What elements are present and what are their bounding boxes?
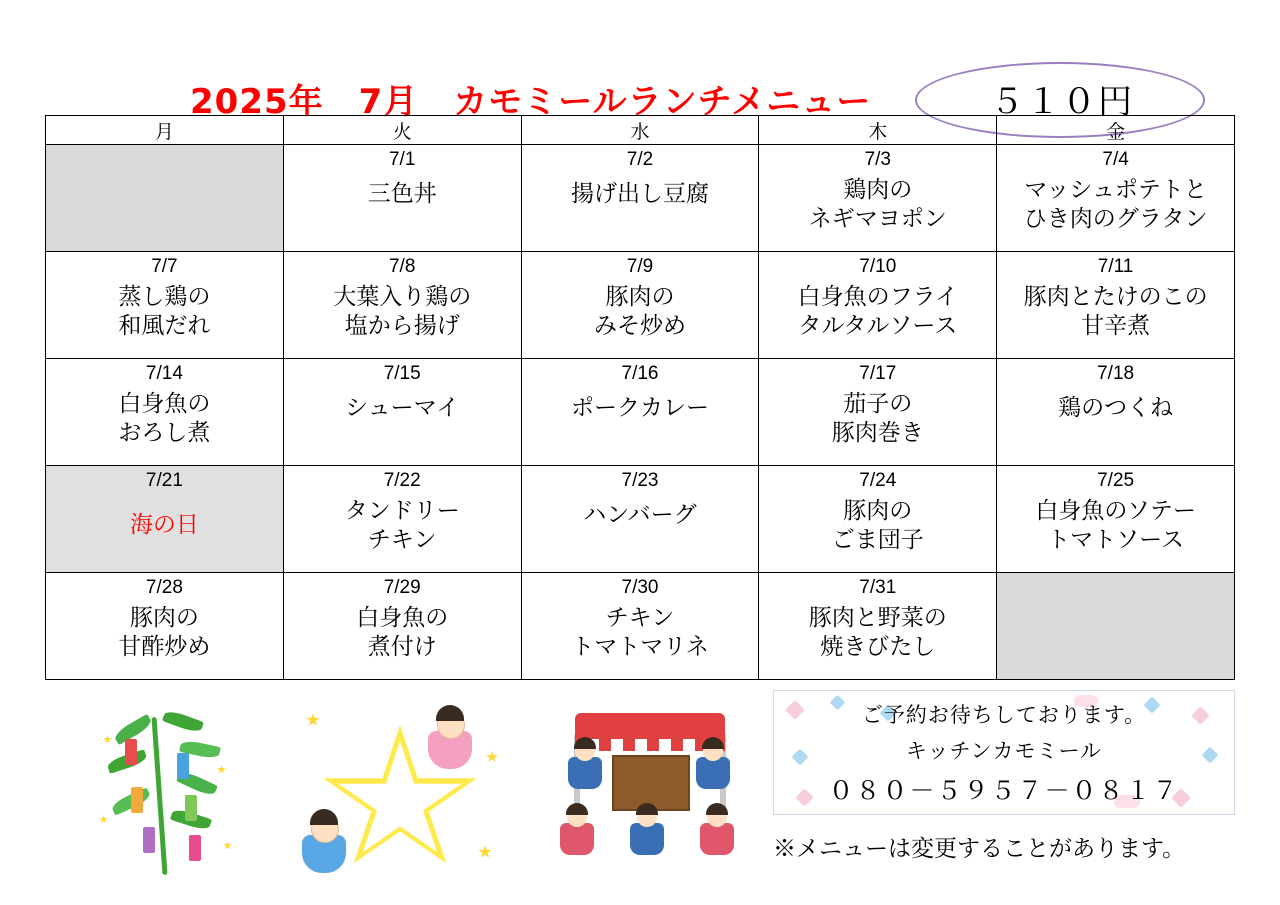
calendar-cell-day: [997, 359, 1235, 466]
weekday-header-mon: 月: [46, 116, 284, 145]
cell-date: 7/22: [383, 470, 421, 491]
star-icon: [103, 735, 112, 744]
cell-menu: 白身魚の 煮付け: [356, 603, 449, 659]
cell-date: 7/1: [388, 149, 416, 170]
menu-change-note: ※メニューは変更することがあります。: [773, 835, 1186, 861]
calendar-cell-day: [759, 252, 997, 359]
star-icon: [478, 845, 492, 859]
weekday-header-fri: 金: [997, 116, 1235, 145]
child-hair: [566, 803, 588, 815]
calendar-cell-day: [997, 252, 1235, 359]
calendar-cell-day: [759, 573, 997, 680]
tanabata-bamboo-illustration: [85, 695, 275, 880]
cell-date: 7/16: [621, 363, 659, 384]
cell-menu: 茄子の 豚肉巻き: [831, 389, 924, 445]
tanzaku-strip-icon: [125, 739, 137, 765]
cell-menu: ポークカレー: [570, 393, 709, 420]
calendar-cell-day: [46, 252, 284, 359]
tanzaku-strip-icon: [189, 835, 201, 861]
calendar-cell-empty: [997, 573, 1235, 680]
calendar-body: [46, 145, 1235, 680]
tanzaku-strip-icon: [131, 787, 143, 813]
orihime-hair: [436, 705, 464, 721]
calendar-cell-day: [283, 573, 521, 680]
calendar-cell-day: [283, 252, 521, 359]
cell-date: 7/15: [383, 363, 421, 384]
weekday-header-wed: 水: [521, 116, 759, 145]
calendar-cell-day: [46, 359, 284, 466]
calendar-week-row: [46, 145, 1235, 252]
cell-menu: 揚げ出し豆腐: [570, 179, 709, 206]
cell-date: 7/9: [626, 256, 654, 277]
cell-menu: 白身魚のソテー トマトソース: [1035, 496, 1196, 552]
calendar-week-row: [46, 359, 1235, 466]
child-yukata: [700, 823, 734, 855]
weekday-header-thu: 木: [759, 116, 997, 145]
hikoboshi-hair: [310, 809, 338, 825]
calendar-cell-day: [283, 359, 521, 466]
reservation-notice-box: [773, 690, 1235, 815]
cell-date: 7/25: [1097, 470, 1135, 491]
cell-date: 7/7: [151, 256, 178, 277]
cell-date: 7/11: [1097, 256, 1134, 277]
cell-date: 7/17: [859, 363, 897, 384]
calendar-cell-day: [46, 466, 284, 573]
stall-roof-shape: [575, 713, 725, 739]
star-with-orihime-hikoboshi-illustration: [300, 695, 515, 880]
calendar-cell-day: [46, 573, 284, 680]
cell-menu: チキン トマトマリネ: [571, 603, 709, 659]
cell-date: 7/18: [1097, 363, 1135, 384]
poster-header: [0, 34, 1280, 122]
cell-menu: シューマイ: [345, 393, 460, 420]
star-icon: [486, 751, 498, 763]
cell-date: 7/14: [145, 363, 183, 384]
tanzaku-strip-icon: [143, 827, 155, 853]
cell-menu: ハンバーグ: [583, 500, 697, 527]
notice-text-group: [774, 691, 1234, 814]
cell-date: 7/24: [859, 470, 897, 491]
calendar-cell-day: [521, 466, 759, 573]
cell-date: 7/30: [621, 577, 659, 598]
child-yukata: [568, 757, 602, 789]
menu-calendar-table: [45, 115, 1235, 680]
star-icon: [217, 765, 226, 774]
child-yukata: [696, 757, 730, 789]
calendar-cell-day: [521, 573, 759, 680]
cell-date: 7/28: [145, 577, 183, 598]
calendar-cell-day: [521, 145, 759, 252]
cell-menu: 海の日: [129, 510, 199, 537]
reservation-line: ご予約お待ちしております。: [861, 703, 1147, 727]
child-yukata: [560, 823, 594, 855]
child-yukata: [630, 823, 664, 855]
shop-name-line: キッチンカモミール: [905, 739, 1103, 763]
cell-menu: 白身魚の おろし煮: [118, 389, 211, 445]
page-title: 2025年 7月 カモミールランチメニュー: [190, 82, 872, 122]
price-label: ５１０円: [990, 83, 1134, 121]
star-icon: [223, 841, 232, 850]
cell-menu: 蒸し鶏の 和風だれ: [118, 282, 211, 338]
cell-menu: 豚肉の 甘酢炒め: [118, 603, 211, 659]
calendar-cell-day: [759, 145, 997, 252]
cell-date: 7/23: [621, 470, 659, 491]
stall-counter-shape: [612, 755, 690, 811]
cell-date: 7/21: [145, 470, 183, 491]
tanzaku-strip-icon: [177, 753, 189, 779]
calendar-week-row: [46, 466, 1235, 573]
cell-menu: 鶏のつくね: [1058, 393, 1174, 420]
tanzaku-strip-icon: [185, 795, 197, 821]
cell-date: 7/29: [383, 577, 421, 598]
calendar-cell-day: [759, 359, 997, 466]
calendar-cell-day: [759, 466, 997, 573]
phone-number: ０８０－５９５７－０８１７: [828, 776, 1180, 805]
star-icon: [99, 815, 108, 824]
calendar-cell-day: [521, 359, 759, 466]
cell-menu: 豚肉と野菜の 焼きびたし: [808, 603, 947, 659]
calendar-cell-day: [521, 252, 759, 359]
cell-date: 7/2: [626, 149, 654, 170]
cell-menu: 白身魚のフライ タルタルソース: [797, 282, 958, 338]
cell-menu: 豚肉の みそ炒め: [593, 282, 686, 338]
calendar-cell-day: [997, 466, 1235, 573]
cell-date: 7/10: [859, 256, 897, 277]
calendar-cell-day: [997, 145, 1235, 252]
cell-menu: 三色丼: [367, 179, 437, 206]
cell-date: 7/8: [388, 256, 416, 277]
cell-date: 7/4: [1102, 149, 1129, 170]
calendar-cell-empty: [46, 145, 284, 252]
cell-menu: タンドリー チキン: [344, 496, 460, 552]
festival-stall-children-illustration: [550, 695, 750, 880]
cell-menu: 豚肉の ごま団子: [831, 496, 924, 552]
star-icon: [306, 713, 320, 727]
cell-menu: 豚肉とたけのこの 甘辛煮: [1023, 282, 1208, 338]
poster-footer: [45, 690, 1235, 890]
bamboo-leaf-icon: [162, 709, 204, 735]
calendar-container: [45, 115, 1235, 680]
cell-menu: 鶏肉の ネギマヨポン: [808, 175, 947, 231]
calendar-week-row: [46, 252, 1235, 359]
cell-date: 7/3: [864, 149, 891, 170]
cell-menu: マッシュポテトと ひき肉のグラタン: [1023, 175, 1208, 231]
calendar-week-row: [46, 573, 1235, 680]
calendar-cell-day: [283, 145, 521, 252]
calendar-cell-day: [283, 466, 521, 573]
cell-menu: 大葉入り鶏の 塩から揚げ: [333, 282, 472, 338]
cell-date: 7/31: [859, 577, 897, 598]
weekday-header-tue: 火: [283, 116, 521, 145]
weekday-header-row: [46, 116, 1235, 145]
